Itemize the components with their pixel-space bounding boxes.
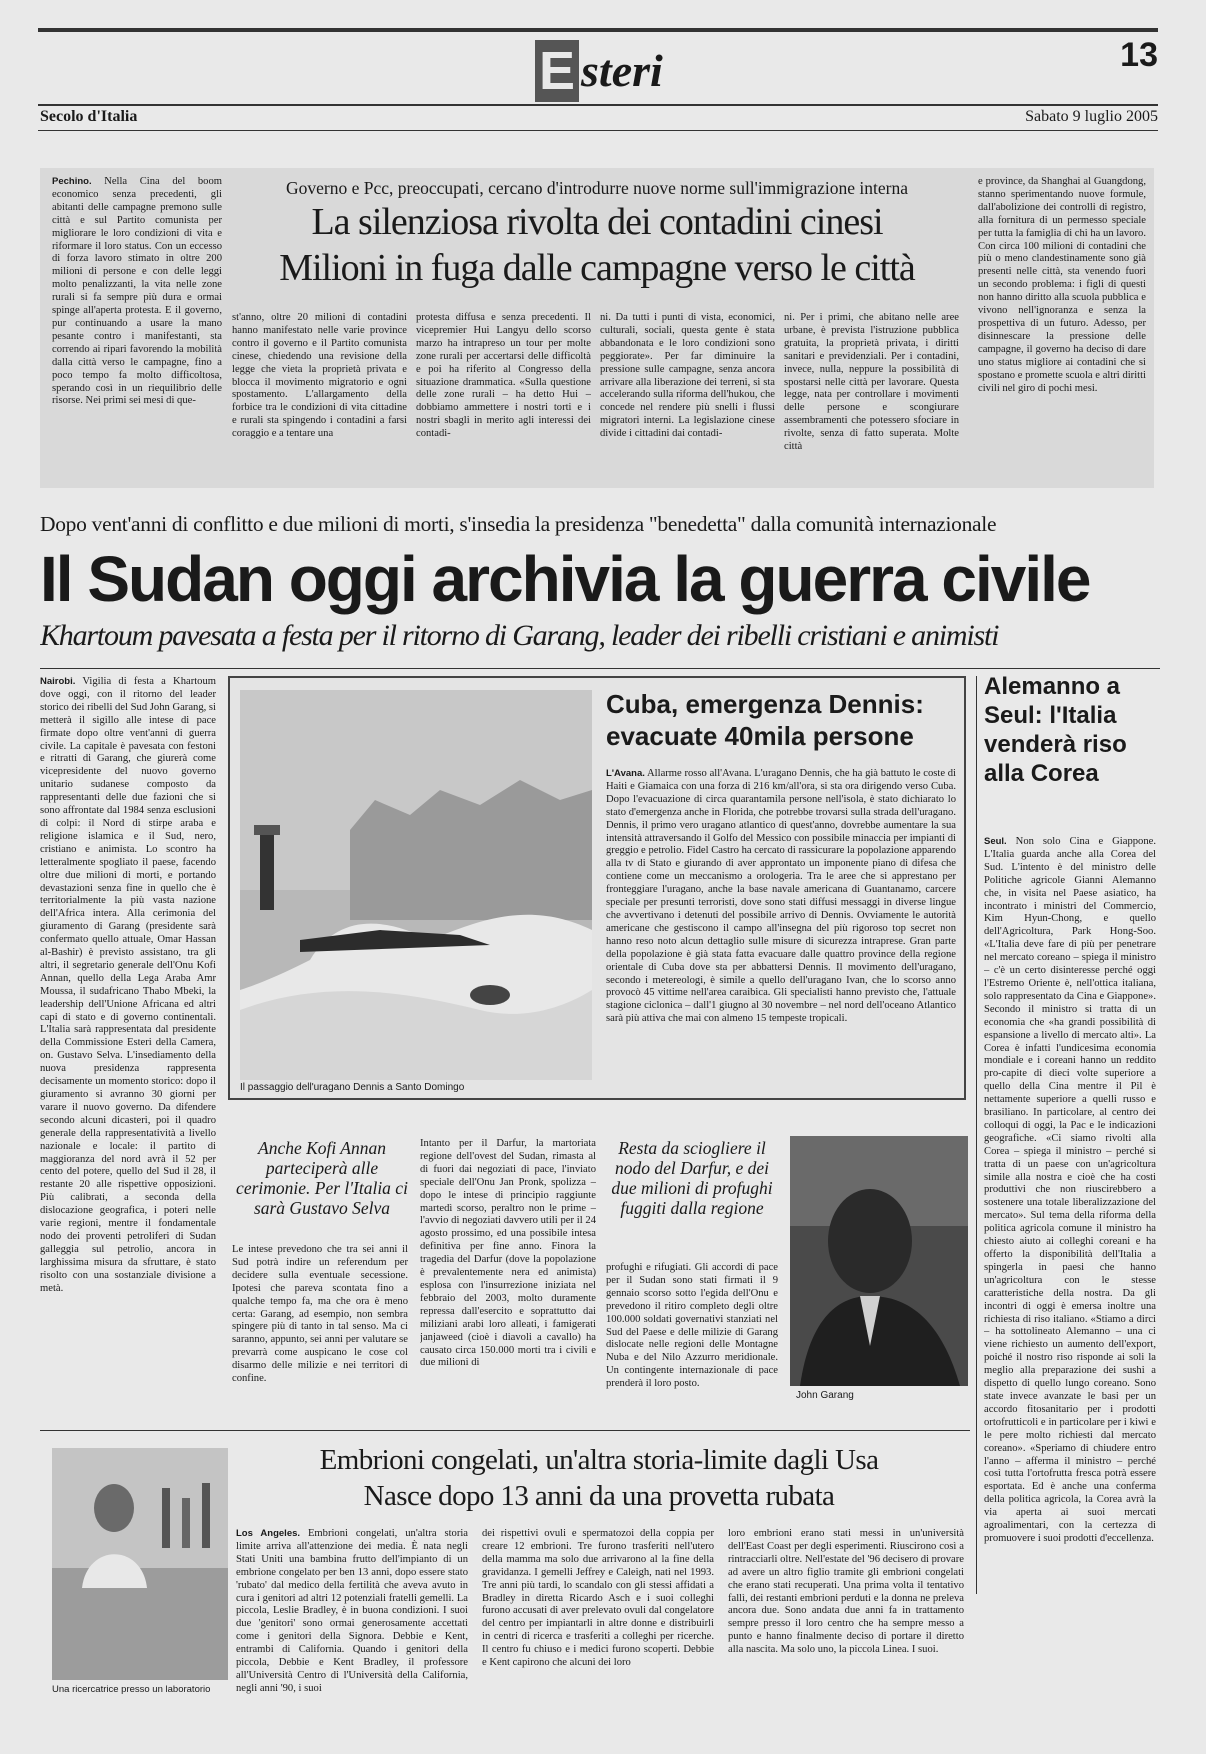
sudan-col-1-text: Vigilia di festa a Khartoum dove oggi, con il ritorno del leader storico dei ribelli del Sud John Garang, si metterà il sigillo alle intese di pace firmate dopo oltre vent'anni di guerra civile. La capitale è pavesata con festoni e ritratti di Garang, che giurerà come vicepresidente del nuovo governo unitario sudanese composto da rappresentanti delle due fazioni che si sono affrontate dal 1984 senza esclusioni di colpi: il Nord di stirpe araba e religione islamica e il Sud, nero, cristiano e animista. Lo scontro ha letteralmente spogliato il paese, facendo oltre due milioni di morti, e portando devastazioni senza fine in quello che è territorialmente la più vasta nazione dell'Africa intera. Alla cerimonia del giuramento di Garang (presidente sarà confermato quello attuale, Omar Hassan al-Bashir) è previsto assistano, tra gli altri, il segretario generale dell'Onu Kofi Annan, quello della Lega Araba Amr Moussa, il sudafricano Thabo Mbeki, la leadership dell'Unione Africana ed altri capi di stato e di governo continentali. L'Italia sarà rappresentata dal presidente della Commissione Esteri della Camera, on. Gustavo Selva. L'insediamento della nuova presidenza rappresenta decisamente un momento storico: dopo il giuramento si avranno 30 giorni per varare il nuovo governo. Da difendere secondo alcuni dicasteri, poi il quadro generale della rappresentatività a livello nazionale e locale: il partito di maggioranza del nord avrà il 52 per cento del potere, quello del Sud il 28, il restante 20 alle rispettive opposizioni. Più calibrati, a seconda della dislocazione geografica, i poteri nelle varie regioni, mentre il fondamentale nodo dei proventi petroliferi di Sudan galleggia sul petrolio, ancora in larghissima misura da sfruttare, è stato risolto con una sostanziale divisione a metà. — [40, 676, 216, 1294]
embryo-col-2: dei rispettivi ovuli e spermatozoi della coppia per creare 12 embrioni. Tre furono trasferiti nell'utero della mamma ma solo due arrivarono al la fine della gravidanza. I gemelli Jeffrey e Caleigh, nati nel 1993. Tre anni più tardi, lo scandalo con gli stessi affidati a Bradley in diretta Ricardo Asch e i suoi colleghi furono accusati di aver prelevato ovuli dal congelatore del centro per impiantarli in altre donne e distribuirli in centri di ricerca e trasferiti a colleghi per ricerche. Il centro fu chiuso e i medici furono scoperti. Debbie e Kent capirono che alcuni dei loro — [482, 1528, 714, 1669]
garang-photo — [790, 1136, 968, 1386]
lab-image — [52, 1448, 228, 1680]
embryo-col-1 — [236, 1528, 468, 1704]
masthead-rule-bottom — [38, 130, 1158, 131]
garang-photo-caption: John Garang — [796, 1390, 854, 1401]
korea-dateline: Seul. — [984, 836, 1007, 847]
korea-body-text: Non solo Cina e Giappone. L'Italia guarda anche alla Corea del Sud. L'intento è del ministro delle Politiche agricole Gianni Alemanno che, in visita nel Paese asiatico, ha incontrato i ministri del Commercio, Kim Hyun-Chong, e quello dell'Agricoltura, Park Hong-Soo. «L'Italia deve fare di più per penetrare nel mercato coreano – spiega il ministro – c'è un certo disinteresse perché oggi l'Estremo Oriente è, nell'ottica italiana, solo rappresentato da Cina e Giappone». Secondo il ministro si tratta di un economia che «ha grandi possibilità di espansione a livello di mercato alti». La Corea è infatti l'undicesima economia mondiale e i coreani hanno un reddito pro-capite di dieci volte superiore a quello della Cina mentre il Pil è nettamente superiore a quelli russo e brasiliano. In particolare, al centro dei colloqui di oggi, la Pac e le indicazioni geografiche. «Ci siamo rivolti alla Corea – spiega il ministro – perché si tratta di un paese con un'agricoltura simile alla nostra e cioè che ha costi produttivi che non riuscirebbero a sostenere una totale liberalizzazione del mercato». Sul tema della riforma della politica agricola comune il ministro ha chiesto aiuto ai colleghi coreani e ha offerto la disponibilità dell'Italia a spingerla in paesi che hanno un'agricoltura con le stesse caratteristiche della nostra. Da gli incontri di oggi è emersa inoltre una richiesta di riso italiano. «Stiamo a dirci – ha sottolineato Alemanno – una ci viene richiesto un aumento dell'export, poiché il nostro riso risponde ai soli la meglio alla preparazione dei sushi a dispetto di quello lungo coreano. Sono state invece avanzate le basi per un accordo fitosanitario per i prodotti ortofrutticoli e in particolare per i kiwi e le pere molto richiesti dal mercato coreano». «Speriamo di chiudere entro l'anno – afferma il ministro – perché così tutta l'ortofrutta fresca potrà essere esportata. Ed è anche una conferma della politica agricola, la Corea avrà la via aperta ai suoi mercati agroalimentari, con la certezza di promuovere i suoi prodotti d'eccellenza. — [984, 836, 1156, 1544]
cuba-dateline: L'Avana. — [606, 768, 645, 779]
embryo-dateline: Los Angeles. — [236, 1528, 301, 1539]
darfur-body: profughi e rifugiati. Gli accordi di pace per il Sudan sono stati firmati il 9 gennaio scorso sotto l'egida dell'Onu e prevedono il ritiro completo degli oltre 100.000 soldati governativi stanziati nel Sud del Paese e delle milizie di Garang dislocate nelle regioni delle Montagne Nuba e del Nilo Azzurro meridionale. Un contingente internazionale di pace prenderà il loro posto. — [606, 1262, 778, 1390]
china-col-4: ni. Da tutti i punti di vista, economici, culturali, sociali, questa gente è stata abbandonata e le loro condizioni sono peggiorate». Per far diminuire la pressione sulle campagne, senza ancora arrivare alla liberazione dei terreni, si sta accelerando sulla riforma dell'hukou, che concede nel rendere più snelli i flussi migratori interni. La legislazione cinese divide i cittadini dai contadi- — [600, 312, 775, 440]
embryo-photo — [52, 1448, 228, 1680]
embryo-col-1-text: Embrioni congelati, un'altra storia limite arriva all'attenzione dei media. È nata negli Stati Uniti una bambina frutto dell'impianto di un embrione congelato per ben 13 anni, dopo essere stato 'rubato' dal medico della fertilità che aveva avuto in cura i genitori ad altri 12 potenziali fratelli gemelli. La piccola, Leslie Bradley, è in buona condizioni. I suoi due 'genitori' sono ormai generosamente accettati come i genitori della Signora. Debbie e Kent, entrambi di California. Quando i genitori della piccola, Debbie e Kent Bradley, il professore all'Università Centro di l'Università della California, negli anni '90, i suoi — [236, 1528, 468, 1694]
embryo-col-3: loro embrioni erano stati messi in un'università dell'East Coast per degli esperimenti. Riuscirono così a rintracciarli oltre. Nell'estate del '96 decisero di provare ad avere un altro figlio tramite gli embrioni congelati che erano stati recuperati. Una prima volta il tentativo fallì, dei restanti embrioni perduti e la donna ne preleva ancora due. Sono andata due anni fa in trattamento sempre presso il loro centro che ha sempre messo a punto e hanno finalmente deciso di portare il diretto alla nascita. Ma solo uno, la piccola Linea. I suoi. — [728, 1528, 964, 1656]
sudan-kicker: Dopo vent'anni di conflitto e due milioni di morti, s'insedia la presidenza "benedetta" dalla comunità internazionale — [40, 512, 997, 536]
cuba-photo — [240, 690, 592, 1080]
sudan-rule — [40, 668, 1160, 669]
china-title-2: Milioni in fuga dalle campagne verso le città — [279, 247, 915, 289]
section-logo — [535, 40, 663, 102]
annan-col-1: Le intese prevedono che tra sei anni il Sud potrà indire un referendum per decidere sulla eventuale secessione. Ipotesi che pareva scontata fino a qualche tempo fa, ma che ora è meno certa: Garang, ad esempio, non sembra spingere più di tanto in tal senso. Ma ci saranno, appunto, sei anni per valutare se prevarrà come auspicano le cose col disarmo delle milizie e nei territori di confine. — [232, 1244, 408, 1385]
sudan-subtitle: Khartoum pavesata a festa per il ritorno di Garang, leader dei ribelli cristiani e animisti — [40, 619, 999, 652]
china-kicker: Governo e Pcc, preoccupati, cercano d'introdurre nuove norme sull'immigrazione interna — [286, 178, 908, 198]
wave-image — [240, 690, 592, 1080]
cuba-photo-caption: Il passaggio dell'uragano Dennis a Santo Domingo — [240, 1082, 465, 1093]
china-col-1-text: Nella Cina del boom economico senza precedenti, gli abitanti delle campagne premono sulle città e sul Partito comunista per migliorare le loro condizioni di vita e riformare il loro status. Con un eccesso di forza lavoro stimato in oltre 200 milioni di persone e con delle leggi molto penalizzanti, la vita nelle zone rurali si fa sempre più dura e ormai spinge all'aperta protesta. E il governo, pur continuando a usare la mano pesante contro i manifestanti, sta correndo ai ripari favorendo la mobilità dalla città verso le campagne, fino a poco tempo fa molto difficoltosa, sperando così in un riequilibrio delle risorse. Nei primi sei mesi di que- — [52, 176, 222, 407]
china-col-5: ni. Per i primi, che abitano nelle aree urbane, è prevista l'istruzione pubblica gratuita, la proprietà privata, i diritti sanitari e previdenziali. Per i contadini, invece, nulla, neppure la possibilità di spostarsi nelle città per lavorare. Questa legge, nata per controllare i movimenti delle persone e scongiurare assembramenti che potessero sfociare in rivolte, senza di fatto superata. Molte città — [784, 312, 959, 453]
korea-body — [984, 836, 1156, 1588]
annan-title: Anche Kofi Annan parteciperà alle cerimonie. Per l'Italia ci sarà Gustavo Selva — [236, 1138, 408, 1218]
embryo-title-2: Nasce dopo 13 anni da una provetta rubata — [363, 1480, 835, 1512]
china-col-3: protesta diffusa e senza precedenti. Il vicepremier Hui Langyu dello scorso marzo ha intrapreso un tour per molte zone rurali per accertarsi delle difficoltà e poi ha riferito al Congresso della situazione drammatica. «Sulla questione delle zone rurali – ha detto Hui – dobbiamo ammettere i nostri torti e i nostri sbagli in merito agli interessi dei contadi- — [416, 312, 591, 440]
korea-title: Alemanno a Seul: l'Italia venderà riso alla Corea — [984, 673, 1127, 787]
section-name: steri — [581, 45, 663, 96]
page-number: 13 — [1120, 36, 1158, 74]
china-col-1 — [52, 176, 222, 482]
sudan-title: Il Sudan oggi archivia la guerra civile — [40, 543, 1090, 615]
issue-date: Sabato 9 luglio 2005 — [1025, 108, 1158, 125]
embryo-rule — [40, 1430, 970, 1431]
cuba-body-text: Allarme rosso all'Avana. L'uragano Dennis, che ha già battuto le coste di Haiti e Giamaica con una forza di 216 km/all'ora, si sta ora dirigendo verso Cuba. Dopo l'evacuazione di circa quarantamila persone nell'isola, è stato dichiarato lo stato d'emergenza anche in Florida, che potrebbe trovarsi sulla strada dell'uragano. Dennis, il primo vero uragano atlantico di quest'anno, dovrebbe aumentare la sua intensità attraversando il Golfo del Messico con possibile minaccia per impianti di greggio e petrolio. Fidel Castro ha cercato di rassicurare la popolazione apparendo alla tv di Stato e giurando di aver approntato un imponente piano di difesa che contiene come un meccanismo a orologeria. Tra le aree che si apprestano per fronteggiare l'uragano, anche la base navale americana di Guantanamo, carcere speciale per presunti terroristi, dove sono stati diffusi messaggi in diverse lingue che avvertivano i detenuti del possibile arrivo di Dennis. Ovviamente le autorità americane che gestiscono il campo all'insegna del più rigoroso top secret non hanno reso noto alcun dettaglio sulle misure di sicurezza intraprese. Gran parte della popolazione è già stata fatta evacuare dalle quattro province della regione orientale di Cuba dove sta per abbattersi Dennis. Il movimento dell'uragano, secondo i metereologi, è simile a quello dell'uragano Ivan, che lo scorso anno provocò 45 vittime nell'area caraibica. Gli specialisti hanno previsto che, l'attuale stagione ciclonica – dall'1 giugno al 30 novembre – nel nord dell'oceano Atlantico sarà più attiva che mai con almeno 15 tempeste tropicali. — [606, 768, 956, 1025]
china-title-1: La silenziosa rivolta dei contadini cinesi — [311, 201, 883, 243]
sudan-dateline: Nairobi. — [40, 676, 76, 687]
china-dateline: Pechino. — [52, 176, 92, 187]
portrait-image — [790, 1136, 968, 1386]
sudan-col-1 — [40, 676, 216, 1418]
korea-divider — [976, 676, 977, 1594]
darfur-title: Resta da sciogliere il nodo del Darfur, e dei due milioni di profughi fuggiti dalla regione — [611, 1138, 773, 1218]
section-initial: E — [535, 40, 579, 102]
china-col-6: e province, da Shanghai al Guangdong, stanno sperimentando nuove formule, dall'abolizione dei controlli di registro, alla fornitura di un permesso speciale per tutta la famiglia di chi ha un lavoro. Con circa 100 milioni di contadini che più o meno clandestinamente sono già presenti nelle città, sta venendo fuori un secondo problema: i figli di questi non hanno diritto alla scuola pubblica e vivono nell'ignoranza e senza la prospettiva di un futuro. Adesso, per disinnescare la pressione delle campagne, il governo ha deciso di dare uno status migliore ai contadini che si spostano e promette scuola e altri diritti civili nel giro di pochi mesi. — [978, 176, 1146, 394]
newspaper-name: Secolo d'Italia — [40, 108, 138, 125]
masthead-rule — [38, 104, 1158, 106]
embryo-title-1: Embrioni congelati, un'altra storia-limite dagli Usa — [319, 1444, 879, 1476]
cuba-title: Cuba, emergenza Dennis: evacuate 40mila persone — [606, 689, 924, 751]
china-col-2: st'anno, oltre 20 milioni di contadini hanno manifestato nelle varie province contro il governo e il Partito comunista cinese, chiedendo una revisione della legge che vieta la proprietà privata e blocca il movimento migratorio e ogni spostamento. L'allargamento della forbice tra le condizioni di vita cittadine e rurali sta spingendo i contadini a farsi coraggio e a tentare una — [232, 312, 407, 440]
embryo-photo-caption: Una ricercatrice presso un laboratorio — [52, 1684, 211, 1695]
top-rule — [38, 28, 1158, 32]
cuba-body — [606, 768, 956, 1088]
annan-col-2: Intanto per il Darfur, la martoriata regione dell'ovest del Sudan, rimasta al di fuori dai negoziati di pace, l'inviato speciale dell'Onu Jan Pronk, spolizza – dopo le intese di principio raggiunte martedì scorso, peraltro non le prime – l'avvio di negoziati davvero utili per il 24 agosto prossimo, ed una possibile intesa definitiva per fine anno. Finora la tragedia del Darfur (dove la popolazione è prevalentemente nera ed animista) esplosa con l'insurrezione iniziata nel febbraio del 2003, molto duramente repressa dall'esercito e soprattutto dai miliziani arabi loro alleati, i famigerati janjaweed (cioè i diavoli a cavallo) ha causato circa 150.000 morti tra i civili e due milioni di — [420, 1138, 596, 1369]
